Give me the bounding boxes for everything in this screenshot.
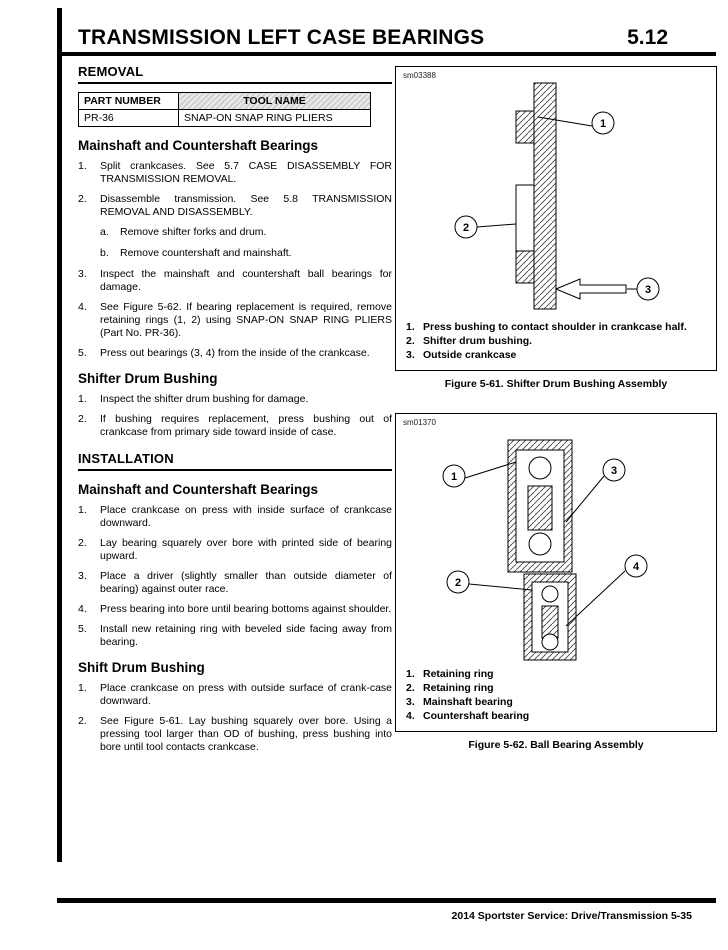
step [78, 301, 392, 340]
figure-5-62-box [395, 413, 717, 732]
page-edge-bar [57, 8, 62, 862]
bearing-ball [529, 457, 551, 479]
legend-item [406, 682, 708, 695]
callout-number: 3 [610, 465, 618, 477]
legend-text: Press bushing to contact shoulder in crankcase half. [423, 321, 687, 333]
step [78, 570, 392, 596]
legend-item [406, 349, 708, 362]
removal-bearings-heading: Mainshaft and Countershaft Bearings [78, 138, 319, 153]
step-text: Remove shifter forks and drum. [120, 226, 267, 238]
tool-table-header-row [79, 93, 371, 110]
step-text: Press bearing into bore until bearing bottoms against shoulder. [100, 603, 392, 615]
legend-item [406, 321, 708, 334]
step-text: If bushing requires replacement, press bushing out of crankcase from primary side toward inside of case. [100, 413, 392, 438]
left-column [78, 64, 392, 761]
step [78, 682, 392, 708]
callout-number: 3 [644, 284, 652, 296]
legend-number: 1. [406, 321, 415, 333]
step-number: 2. [78, 715, 87, 727]
step-text: Disassemble transmission. See 5.8 TRANSMISSION REMOVAL AND DISASSEMBLY. [100, 193, 392, 218]
step [78, 193, 392, 219]
step-number: 4. [78, 603, 87, 615]
tool-table-row [79, 110, 371, 127]
callout-2 [447, 571, 532, 593]
step-number: 3. [78, 268, 87, 280]
removal-steps [78, 160, 392, 360]
page-title: TRANSMISSION LEFT CASE BEARINGS [78, 26, 485, 49]
legend-number: 3. [406, 349, 415, 361]
shifter-drum-bushing-part [516, 111, 534, 143]
step-number: 2. [78, 413, 87, 425]
footer-text: 2014 Sportster Service: Drive/Transmission 5-35 [451, 910, 692, 922]
callout-number: 1 [599, 118, 607, 130]
legend-number: 2. [406, 335, 415, 347]
step-number: 1. [78, 682, 87, 694]
legend-text: Shifter drum bushing. [423, 335, 533, 347]
step [78, 160, 392, 186]
figure-5-62-wrap [395, 413, 717, 751]
step-number: 2. [78, 193, 87, 205]
step-text: Place a driver (slightly smaller than outside diameter of bearing) against outer race. [100, 570, 392, 595]
ball-bearing-assembly-diagram [396, 414, 716, 666]
col-part-number: PART NUMBER [79, 93, 179, 110]
step-number: 1. [78, 393, 87, 405]
crankcase-boss [516, 251, 534, 283]
bushing-bore [516, 185, 534, 251]
step-number: 5. [78, 347, 87, 359]
step-text: See Figure 5-61. Lay bushing squarely over bore. Using a pressing tool larger than OD of bushing, press bushing into bore until tool contacts crankcase. [100, 715, 392, 753]
leader-line [477, 224, 516, 227]
callout-1 [443, 462, 516, 487]
legend-item [406, 696, 708, 709]
step-text: See Figure 5-62. If bearing replacement is required, remove retaining rings (1, 2) using SNAP-ON SNAP RING PLIERS (Part No. PR-36). [100, 301, 392, 339]
legend-item [406, 335, 708, 348]
section-number: 5.12 [627, 26, 668, 49]
step [78, 623, 392, 649]
figure-code: sm03388 [403, 71, 436, 80]
col-tool-name: TOOL NAME [179, 93, 371, 110]
step [78, 715, 392, 754]
step-text: Press out bearings (3, 4) from the inside of the crankcase. [100, 347, 370, 359]
step-number: b. [100, 247, 109, 259]
shifter-steps [78, 393, 392, 439]
figure-5-61-legend [396, 319, 716, 370]
step-number: 3. [78, 570, 87, 582]
callout-3 [627, 278, 659, 300]
shifter-drum-bushing-heading: Shifter Drum Bushing [78, 371, 218, 386]
bearing-ball [529, 533, 551, 555]
step [78, 393, 392, 406]
tool-table [78, 92, 371, 127]
leader-line [469, 584, 532, 590]
step-number: a. [100, 226, 109, 238]
step-text: Place crankcase on press with outside surface of crank-case downward. [100, 682, 392, 707]
callout-4 [566, 555, 647, 626]
step-text: Lay bearing squarely over bore with printed side of bearing upward. [100, 537, 392, 562]
mainshaft-bearing-section [508, 440, 572, 572]
legend-item [406, 710, 708, 723]
legend-text: Countershaft bearing [423, 710, 530, 722]
legend-number: 2. [406, 682, 415, 694]
shift-drum-bushing-heading: Shift Drum Bushing [78, 660, 205, 675]
press-direction-arrow [556, 279, 626, 299]
callout-2 [455, 216, 516, 238]
footer-rule [57, 898, 716, 903]
step-text: Inspect the mainshaft and countershaft ball bearings for damage. [100, 268, 392, 293]
figure-5-61-caption: Figure 5-61. Shifter Drum Bushing Assembly [444, 378, 668, 390]
legend-text: Mainshaft bearing [423, 696, 513, 708]
step [78, 413, 392, 439]
tool-name-cell: SNAP-ON SNAP RING PLIERS [179, 110, 371, 127]
step-number: 1. [78, 160, 87, 172]
part-number-cell: PR-36 [79, 110, 179, 127]
legend-item [406, 668, 708, 681]
legend-number: 4. [406, 710, 415, 722]
crankcase-section [516, 83, 556, 309]
bearing-ball [542, 586, 558, 602]
step-text: Install new retaining ring with beveled side facing away from bearing. [100, 623, 392, 648]
step-text: Place crankcase on press with inside surface of crankcase downward. [100, 504, 392, 529]
figure-5-61-box [395, 66, 717, 371]
step-number: 2. [78, 537, 87, 549]
step-number: 5. [78, 623, 87, 635]
step-number: 1. [78, 504, 87, 516]
installation-heading: INSTALLATION [78, 451, 392, 471]
right-column [395, 66, 717, 751]
callout-number: 2 [454, 577, 462, 589]
removal-heading: REMOVAL [78, 64, 392, 84]
step [78, 537, 392, 563]
legend-text: Retaining ring [423, 682, 494, 694]
legend-text: Outside crankcase [423, 349, 517, 361]
sub-step [100, 247, 392, 260]
shift-steps [78, 682, 392, 754]
step [78, 347, 392, 360]
figure-code: sm01370 [403, 418, 436, 427]
step [78, 504, 392, 530]
installation-steps [78, 504, 392, 649]
step [78, 268, 392, 294]
callout-number: 4 [632, 561, 640, 573]
legend-text: Retaining ring [423, 668, 494, 680]
callout-3 [566, 459, 625, 522]
step-text: Inspect the shifter drum bushing for damage. [100, 393, 309, 405]
figure-5-62-legend [396, 666, 716, 731]
bearing-ball [542, 634, 558, 650]
installation-bearings-heading: Mainshaft and Countershaft Bearings [78, 482, 319, 497]
legend-number: 1. [406, 668, 415, 680]
sub-step [100, 226, 392, 239]
step-number: 4. [78, 301, 87, 313]
step-text: Split crankcases. See 5.7 CASE DISASSEMBLY FOR TRANSMISSION REMOVAL. [100, 160, 392, 185]
step [78, 603, 392, 616]
shifter-drum-bushing-diagram [396, 67, 716, 319]
countershaft-bearing-section [524, 574, 576, 660]
step-text: Remove countershaft and mainshaft. [120, 247, 292, 259]
callout-number: 2 [462, 222, 470, 234]
header-rule [57, 52, 716, 56]
legend-number: 3. [406, 696, 415, 708]
figure-5-62-caption: Figure 5-62. Ball Bearing Assembly [468, 739, 644, 751]
callout-number: 1 [450, 471, 458, 483]
